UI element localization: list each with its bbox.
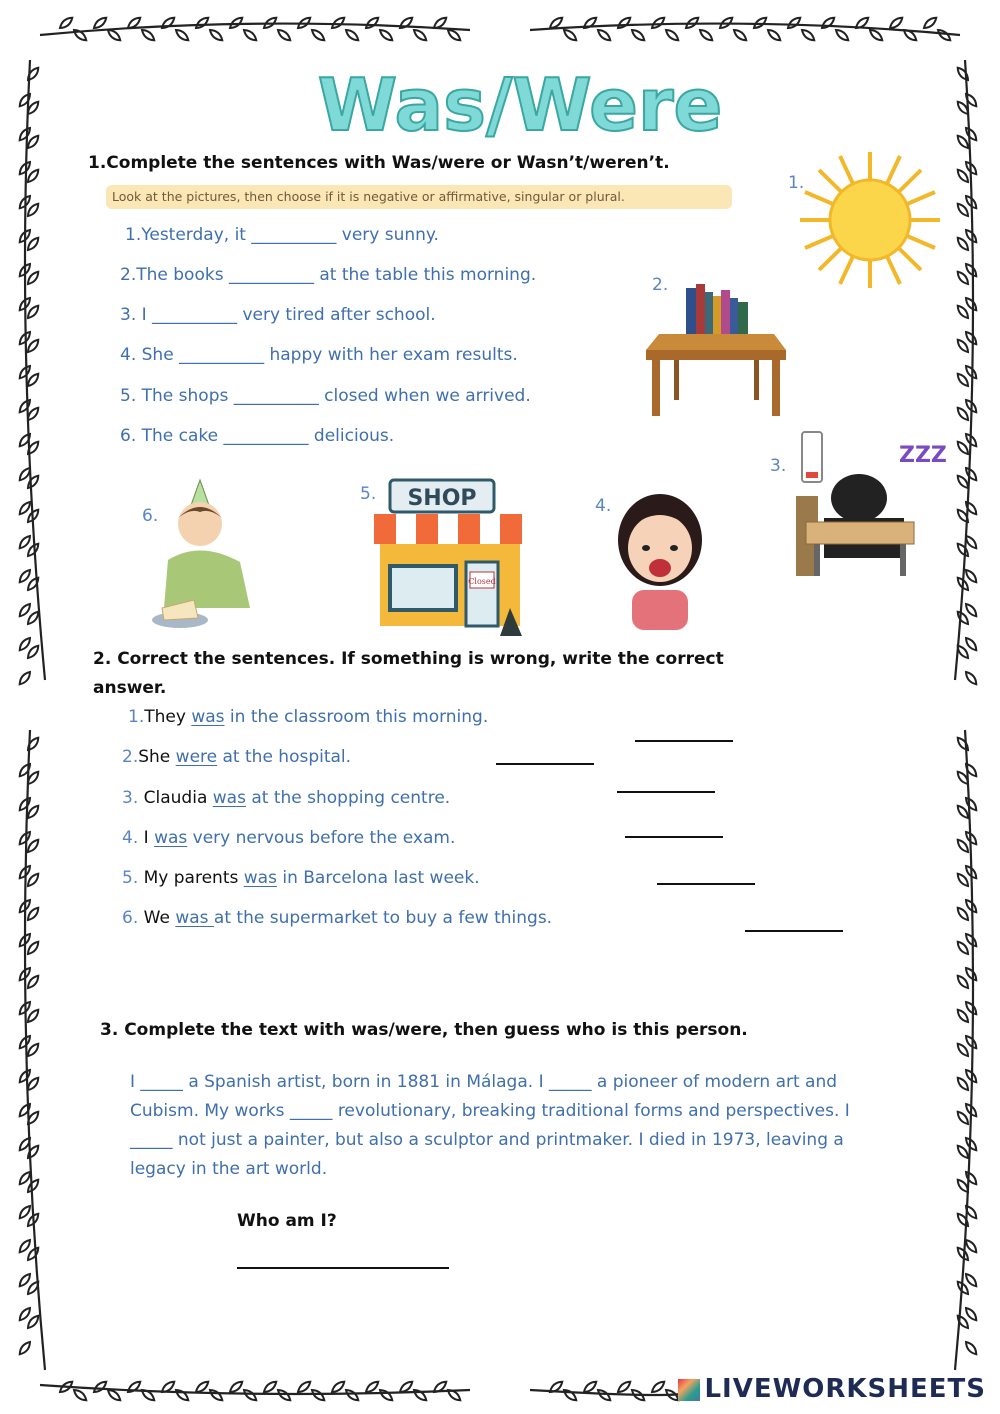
leaf-shape <box>296 1379 312 1394</box>
leaf-shape <box>800 28 816 43</box>
leaf-shape <box>616 1379 632 1394</box>
picture-label-5: 5. <box>360 484 377 504</box>
leaf-shape <box>194 15 210 30</box>
leaf-shape <box>732 28 748 43</box>
leaf-shape <box>262 1379 278 1394</box>
s1-item-number: 4. <box>120 345 137 365</box>
leaf-shape <box>786 15 802 30</box>
leaf-shape <box>412 1388 428 1403</box>
leaf-shape <box>964 1340 979 1356</box>
leaf-shape <box>955 66 970 82</box>
s1-item-number: 1. <box>125 225 142 245</box>
section3-paragraph: I _____ a Spanish artist, born in 1881 in Málaga. I _____ a pioneer of modern art and Cubism. My works _____ revolutionary, breaking traditional forms and perspectives. I _____ not just a painter, but also a sculptor and printmaker. I died in 1973, leaving a legacy in the art world. <box>130 1072 850 1179</box>
section2-heading: 2. Correct the sentences. If something is wrong, write the correct answer. <box>93 649 724 698</box>
leaf-shape <box>868 28 884 43</box>
s2-verb: were <box>175 747 218 767</box>
s2-verb: was <box>212 788 246 808</box>
s2-before: My parents <box>138 868 244 888</box>
leaf-shape <box>174 28 190 43</box>
shop-picture <box>372 478 532 638</box>
leaf-shape <box>276 28 292 43</box>
leaf-shape <box>17 670 32 686</box>
s1-item-4 <box>120 345 518 365</box>
s1-item-text: I __________ very tired after school. <box>141 305 436 325</box>
section1-hint: Look at the pictures, then choose if it is negative or affirmative, singular or plural. <box>106 185 732 209</box>
leaf-shape <box>26 66 41 82</box>
liveworksheets-logo <box>678 1374 986 1404</box>
leaf-shape <box>92 1379 108 1394</box>
s2-after: in Barcelona last week. <box>276 868 480 888</box>
leaf-shape <box>766 28 782 43</box>
shop-sign: SHOP <box>407 486 477 511</box>
logo-text: LIVEWORKSHEETS <box>704 1374 986 1404</box>
leaf-shape <box>344 1388 360 1403</box>
picture-label-6: 6. <box>142 506 159 526</box>
s1-item-text: Yesterday, it __________ very sunny. <box>141 225 439 245</box>
s1-item-number: 5. <box>120 386 137 406</box>
leaf-shape <box>964 670 979 686</box>
s1-item-number: 3. <box>120 305 137 325</box>
leaf-shape <box>582 15 598 30</box>
leaf-shape <box>955 736 970 752</box>
leaf-shape <box>562 1388 578 1403</box>
leaf-shape <box>664 28 680 43</box>
s2-item-4 <box>122 828 455 848</box>
leaf-shape <box>630 28 646 43</box>
leaf-shape <box>58 15 74 30</box>
leaf-shape <box>922 15 938 30</box>
sleep-text: ZZZ <box>899 443 947 468</box>
leaf-shape <box>242 1388 258 1403</box>
s2-before: We <box>138 908 176 928</box>
answer-line-2[interactable] <box>496 763 594 765</box>
s1-item-text: The books __________ at the table this morning. <box>136 265 537 285</box>
s1-item-5 <box>120 386 531 406</box>
s2-verb: was <box>154 828 188 848</box>
leaf-shape <box>228 1379 244 1394</box>
svg-text:Was/Were: Was/Were <box>317 63 723 147</box>
leaf-shape <box>344 28 360 43</box>
leaf-shape <box>562 28 578 43</box>
leaf-shape <box>160 15 176 30</box>
tired-student-picture <box>794 430 947 580</box>
s2-after: at the supermarket to buy a few things. <box>213 908 553 928</box>
s1-item-number: 6. <box>120 426 137 446</box>
leaf-shape <box>72 28 88 43</box>
s2-item-number: 2. <box>122 747 139 767</box>
worksheet-title <box>310 58 730 148</box>
s1-item-1 <box>125 225 439 245</box>
picture-label-2: 2. <box>652 275 669 295</box>
s1-item-2 <box>120 265 536 285</box>
s2-item-6 <box>122 908 552 928</box>
s1-item-number: 2. <box>120 265 137 285</box>
s2-verb: was <box>191 707 225 727</box>
leaf-shape <box>330 1379 346 1394</box>
s2-after: in the classroom this morning. <box>224 707 489 727</box>
leaf-shape <box>126 1379 142 1394</box>
s2-item-number: 5. <box>122 868 139 888</box>
s2-item-3 <box>122 788 450 808</box>
leaf-shape <box>820 15 836 30</box>
leaf-shape <box>378 28 394 43</box>
leaf-shape <box>412 28 428 43</box>
picture-label-3: 3. <box>770 456 787 476</box>
leaf-shape <box>72 1388 88 1403</box>
s2-item-5 <box>122 868 480 888</box>
who-am-i-question: Who am I? <box>237 1211 337 1231</box>
leaf-shape <box>242 28 258 43</box>
leaf-shape <box>174 1388 190 1403</box>
leaf-shape <box>330 15 346 30</box>
s2-item-1 <box>128 707 488 727</box>
leaf-shape <box>310 28 326 43</box>
s2-after: very nervous before the exam. <box>187 828 456 848</box>
leaf-shape <box>140 1388 156 1403</box>
who-am-i-answer-line[interactable] <box>237 1267 449 1269</box>
leaf-shape <box>276 1388 292 1403</box>
s1-item-text: The shops __________ closed when we arrived. <box>141 386 531 406</box>
answer-line-5[interactable] <box>657 883 755 885</box>
s1-item-text: She __________ happy with her exam results. <box>141 345 518 365</box>
leaf-shape <box>208 28 224 43</box>
s2-before: They <box>144 707 192 727</box>
s2-after: at the shopping centre. <box>245 788 451 808</box>
leaf-shape <box>596 1388 612 1403</box>
s2-after: at the hospital. <box>217 747 352 767</box>
section1-heading: 1.Complete the sentences with Was/were or Wasn’t/weren’t. <box>88 153 670 173</box>
leaf-shape <box>616 15 632 30</box>
picture-label-1: 1. <box>788 173 805 193</box>
answer-line-6[interactable] <box>745 930 843 932</box>
leaf-shape <box>582 1379 598 1394</box>
leaf-shape <box>398 15 414 30</box>
answer-line-4[interactable] <box>625 836 723 838</box>
closed-sign: Closed <box>468 577 496 586</box>
s2-verb: was <box>175 908 214 928</box>
cake-boy-picture <box>150 478 255 628</box>
leaf-shape <box>650 15 666 30</box>
sun-picture <box>795 150 945 290</box>
picture-label-4: 4. <box>595 496 612 516</box>
s2-item-number: 3. <box>122 788 139 808</box>
leaf-shape <box>378 1388 394 1403</box>
angry-girl-picture <box>610 490 710 630</box>
leaf-shape <box>596 28 612 43</box>
s2-item-number: 6. <box>122 908 139 928</box>
s1-item-6 <box>120 426 394 446</box>
leaf-shape <box>650 1379 666 1394</box>
logo-icon <box>678 1379 700 1401</box>
s2-item-2 <box>122 747 351 767</box>
s2-verb: was <box>243 868 277 888</box>
leaf-shape <box>364 15 380 30</box>
s2-item-number: 1. <box>128 707 145 727</box>
leaf-shape <box>17 1340 32 1356</box>
answer-line-1[interactable] <box>635 740 733 742</box>
s1-item-text: The cake __________ delicious. <box>141 426 395 446</box>
leaf-shape <box>888 15 904 30</box>
books-table-picture <box>644 280 789 420</box>
leaf-shape <box>26 736 41 752</box>
s2-item-number: 4. <box>122 828 139 848</box>
leaf-shape <box>698 28 714 43</box>
leaf-shape <box>92 15 108 30</box>
leaf-shape <box>834 28 850 43</box>
section3-heading: 3. Complete the text with was/were, then guess who is this person. <box>100 1020 748 1040</box>
answer-line-3[interactable] <box>617 791 715 793</box>
s2-before: She <box>138 747 176 767</box>
leaf-shape <box>208 1388 224 1403</box>
s2-before: Claudia <box>138 788 213 808</box>
leaf-shape <box>310 1388 326 1403</box>
leaf-shape <box>140 28 156 43</box>
s1-item-3 <box>120 305 436 325</box>
s2-before: I <box>138 828 155 848</box>
